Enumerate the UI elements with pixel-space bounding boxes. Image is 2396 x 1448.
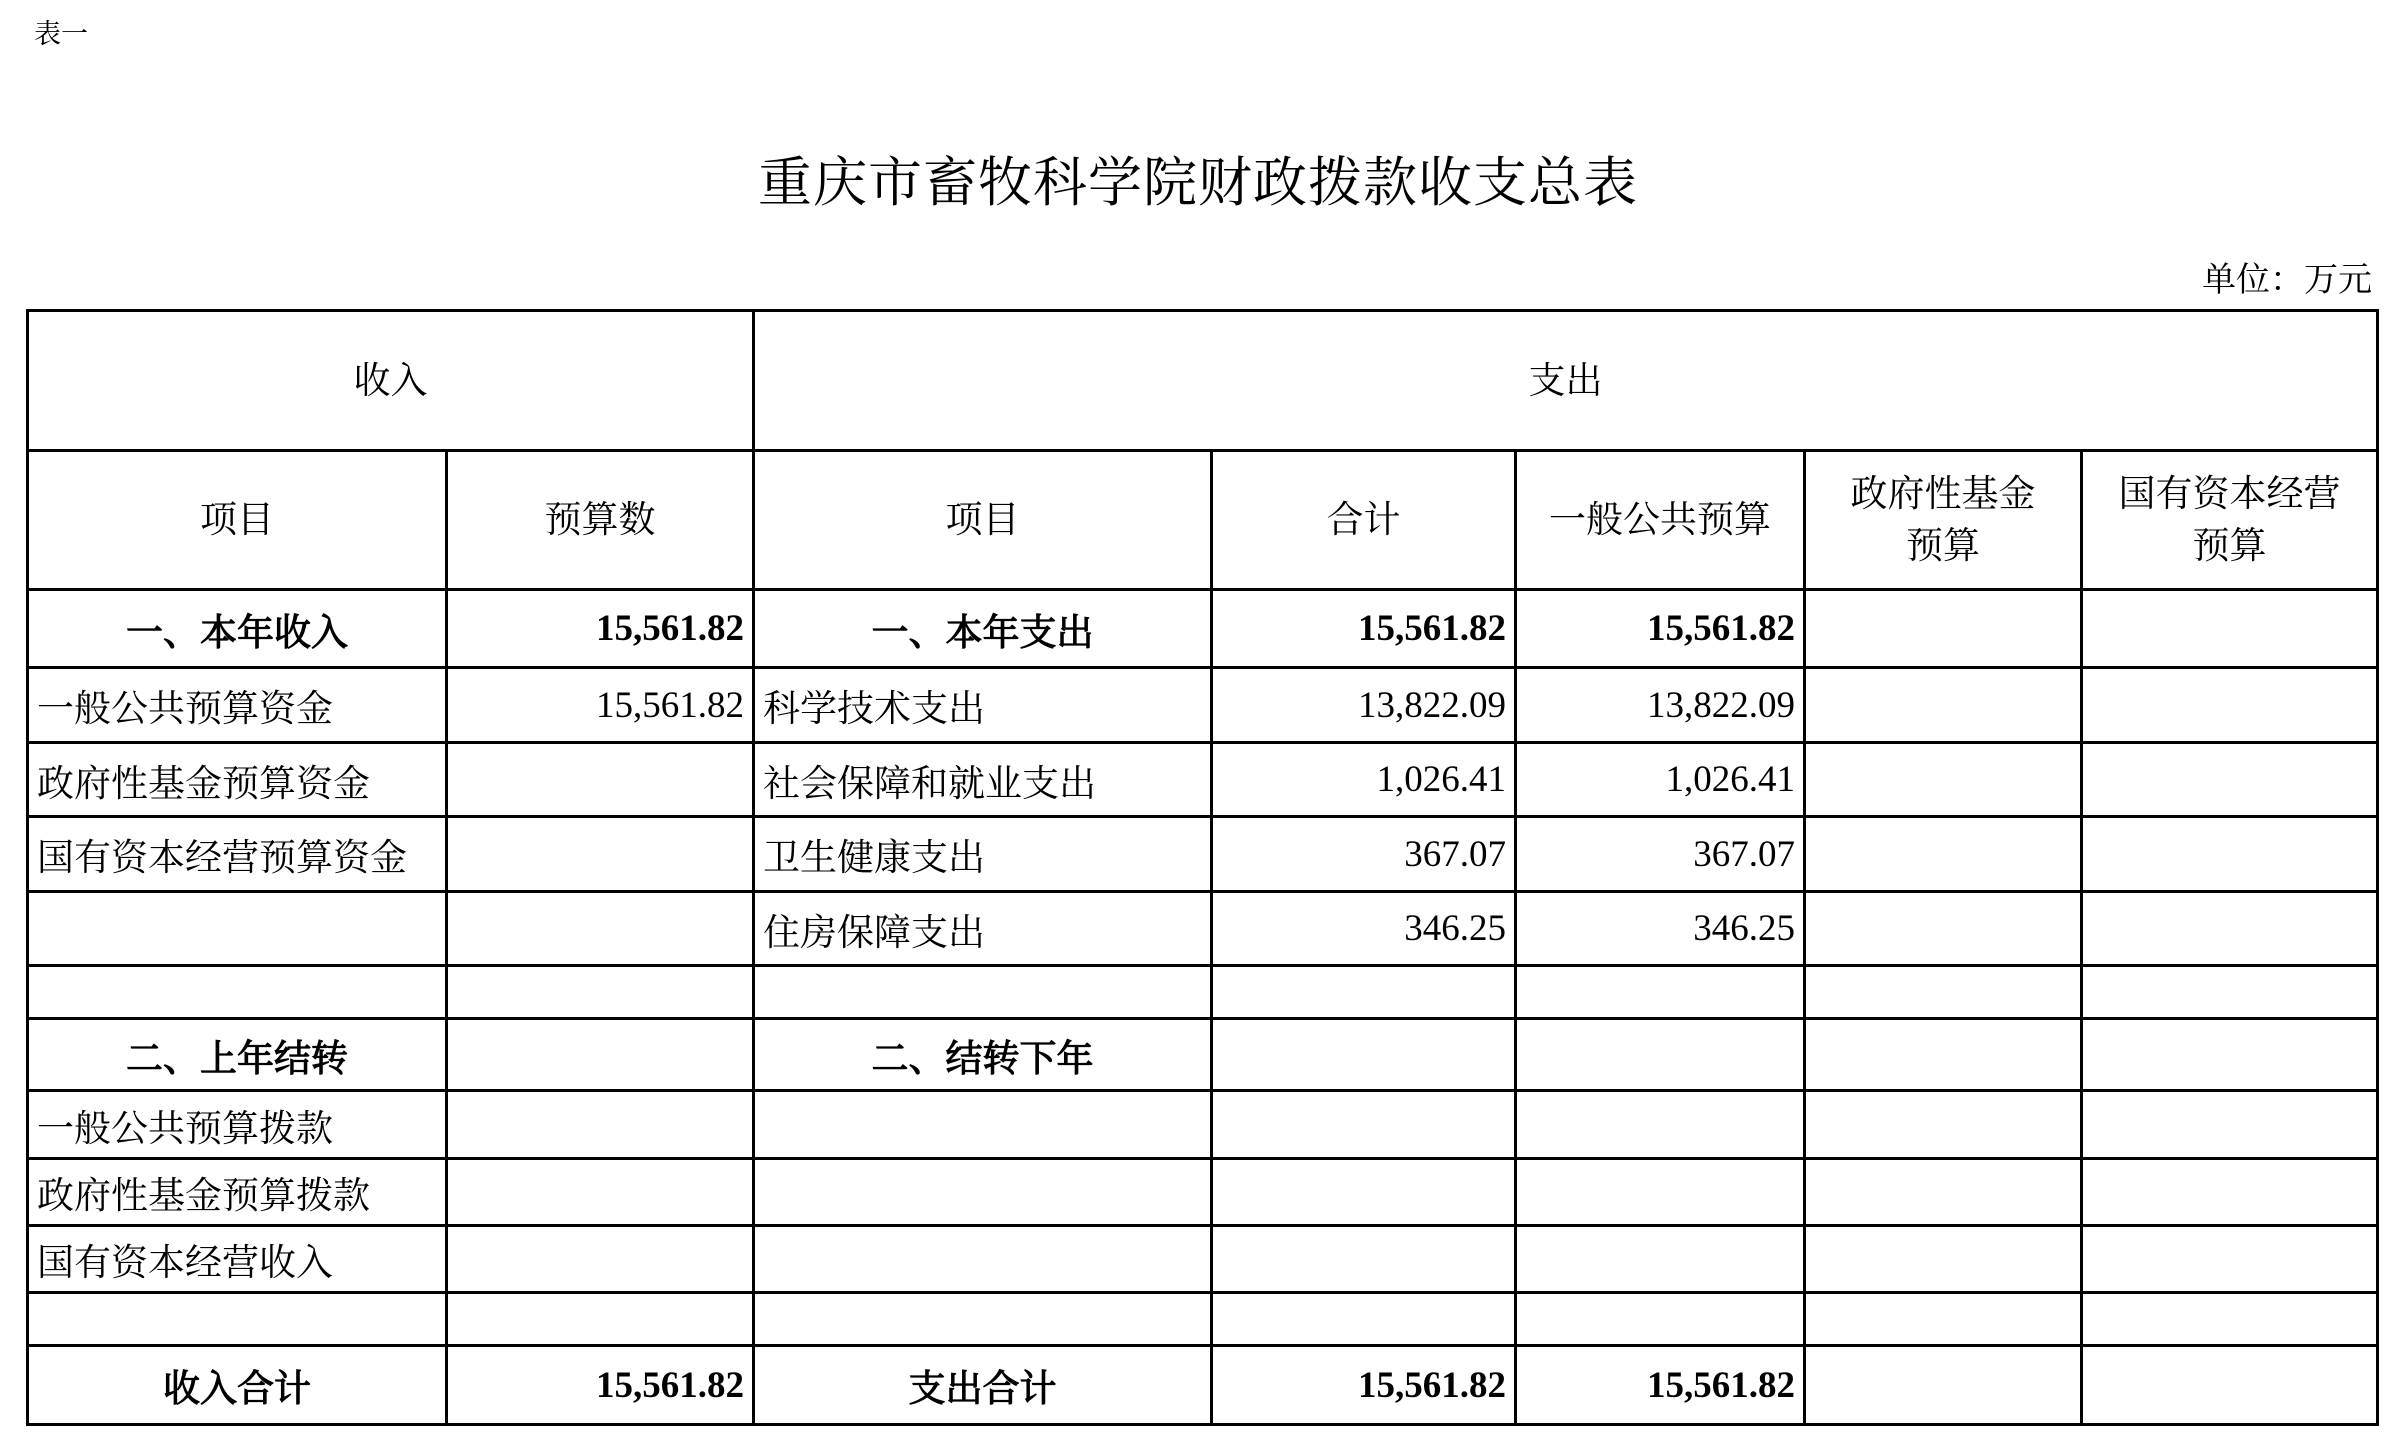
gov-fund-cell [1805, 1346, 2082, 1425]
total-cell [1212, 1293, 1516, 1346]
general-budget-header: 一般公共预算 [1516, 451, 1805, 590]
general-budget-cell [1516, 1159, 1805, 1226]
state-capital-header [2082, 451, 2378, 590]
table-row [28, 668, 2378, 743]
state-capital-header-line2: 预算 [2192, 524, 2267, 567]
income-header: 收入 [28, 311, 754, 451]
table-row [28, 590, 2378, 668]
general-budget-cell [1516, 966, 1805, 1019]
state-capital-cell [2082, 1226, 2378, 1293]
income-budget-header: 预算数 [447, 451, 754, 590]
income-value-cell [447, 1159, 754, 1226]
income-item-cell [28, 1293, 447, 1346]
gov-fund-cell [1805, 817, 2082, 892]
state-capital-cell [2082, 892, 2378, 966]
table-label: 表一 [34, 19, 88, 50]
total-cell [1212, 1019, 1516, 1091]
table-row [28, 892, 2378, 966]
state-capital-cell [2082, 590, 2378, 668]
total-cell [1212, 1226, 1516, 1293]
income-item-cell: 国有资本经营收入 [28, 1226, 447, 1293]
unit-label: 单位：万元 [2202, 260, 2372, 300]
general-budget-cell: 13,822.09 [1516, 668, 1805, 743]
expense-item-cell [754, 1159, 1212, 1226]
income-item-cell: 政府性基金预算拨款 [28, 1159, 447, 1226]
state-capital-cell [2082, 1159, 2378, 1226]
gov-fund-cell [1805, 966, 2082, 1019]
budget-summary-table [26, 309, 2379, 1426]
income-item-header: 项目 [28, 451, 447, 590]
expense-item-cell: 二、结转下年 [754, 1019, 1212, 1091]
expense-item-cell [754, 1091, 1212, 1159]
table-row [28, 1293, 2378, 1346]
total-cell: 13,822.09 [1212, 668, 1516, 743]
income-value-cell [447, 1226, 754, 1293]
table-row [28, 1159, 2378, 1226]
general-budget-cell: 367.07 [1516, 817, 1805, 892]
state-capital-cell [2082, 1091, 2378, 1159]
table-row [28, 817, 2378, 892]
state-capital-cell [2082, 1293, 2378, 1346]
table-row [28, 1226, 2378, 1293]
state-capital-cell [2082, 668, 2378, 743]
expense-item-cell [754, 1226, 1212, 1293]
general-budget-cell [1516, 1293, 1805, 1346]
expense-item-header: 项目 [754, 451, 1212, 590]
expense-item-cell: 卫生健康支出 [754, 817, 1212, 892]
expense-header: 支出 [754, 311, 2378, 451]
income-item-cell: 政府性基金预算资金 [28, 743, 447, 817]
expense-item-cell: 一、本年支出 [754, 590, 1212, 668]
gov-fund-cell [1805, 1293, 2082, 1346]
gov-fund-cell [1805, 1159, 2082, 1226]
general-budget-cell [1516, 1226, 1805, 1293]
income-item-cell [28, 892, 447, 966]
income-item-cell: 一般公共预算拨款 [28, 1091, 447, 1159]
general-budget-cell [1516, 1091, 1805, 1159]
income-value-cell [447, 1293, 754, 1346]
income-value-cell [447, 817, 754, 892]
header-column-row [28, 451, 2378, 590]
state-capital-cell [2082, 1346, 2378, 1425]
expense-item-cell: 支出合计 [754, 1346, 1212, 1425]
income-value-cell [447, 1091, 754, 1159]
table-body [28, 590, 2378, 1425]
state-capital-cell [2082, 817, 2378, 892]
income-value-cell [447, 966, 754, 1019]
expense-item-cell [754, 966, 1212, 1019]
income-value-cell: 15,561.82 [447, 1346, 754, 1425]
gov-fund-cell [1805, 668, 2082, 743]
gov-fund-header-line1: 政府性基金 [1850, 472, 2036, 515]
state-capital-cell [2082, 1019, 2378, 1091]
gov-fund-cell [1805, 1019, 2082, 1091]
header-group-row [28, 311, 2378, 451]
state-capital-cell [2082, 966, 2378, 1019]
total-cell: 346.25 [1212, 892, 1516, 966]
expense-item-cell: 住房保障支出 [754, 892, 1212, 966]
income-value-cell: 15,561.82 [447, 668, 754, 743]
expense-item-cell: 科学技术支出 [754, 668, 1212, 743]
table-row [28, 1019, 2378, 1091]
expense-item-cell [754, 1293, 1212, 1346]
income-item-cell [28, 966, 447, 1019]
gov-fund-cell [1805, 1226, 2082, 1293]
expense-item-cell: 社会保障和就业支出 [754, 743, 1212, 817]
gov-fund-cell [1805, 1091, 2082, 1159]
income-item-cell: 一、本年收入 [28, 590, 447, 668]
total-cell [1212, 966, 1516, 1019]
income-value-cell [447, 1019, 754, 1091]
table-row [28, 966, 2378, 1019]
general-budget-cell: 15,561.82 [1516, 590, 1805, 668]
income-item-cell: 收入合计 [28, 1346, 447, 1425]
total-header: 合计 [1212, 451, 1516, 590]
state-capital-cell [2082, 743, 2378, 817]
gov-fund-header [1805, 451, 2082, 590]
gov-fund-cell [1805, 743, 2082, 817]
total-cell: 15,561.82 [1212, 1346, 1516, 1425]
income-item-cell: 一般公共预算资金 [28, 668, 447, 743]
general-budget-cell: 15,561.82 [1516, 1346, 1805, 1425]
total-cell [1212, 1091, 1516, 1159]
table-row [28, 1091, 2378, 1159]
state-capital-header-line1: 国有资本经营 [2118, 472, 2341, 515]
gov-fund-cell [1805, 892, 2082, 966]
page-title: 重庆市畜牧科学院财政拨款收支总表 [758, 151, 1638, 214]
income-item-cell: 二、上年结转 [28, 1019, 447, 1091]
general-budget-cell [1516, 1019, 1805, 1091]
gov-fund-cell [1805, 590, 2082, 668]
income-value-cell: 15,561.82 [447, 590, 754, 668]
income-value-cell [447, 743, 754, 817]
table-row [28, 1346, 2378, 1425]
general-budget-cell: 346.25 [1516, 892, 1805, 966]
total-cell: 1,026.41 [1212, 743, 1516, 817]
income-item-cell: 国有资本经营预算资金 [28, 817, 447, 892]
gov-fund-header-line2: 预算 [1906, 524, 1980, 567]
total-cell [1212, 1159, 1516, 1226]
total-cell: 367.07 [1212, 817, 1516, 892]
total-cell: 15,561.82 [1212, 590, 1516, 668]
general-budget-cell: 1,026.41 [1516, 743, 1805, 817]
income-value-cell [447, 892, 754, 966]
table-row [28, 743, 2378, 817]
